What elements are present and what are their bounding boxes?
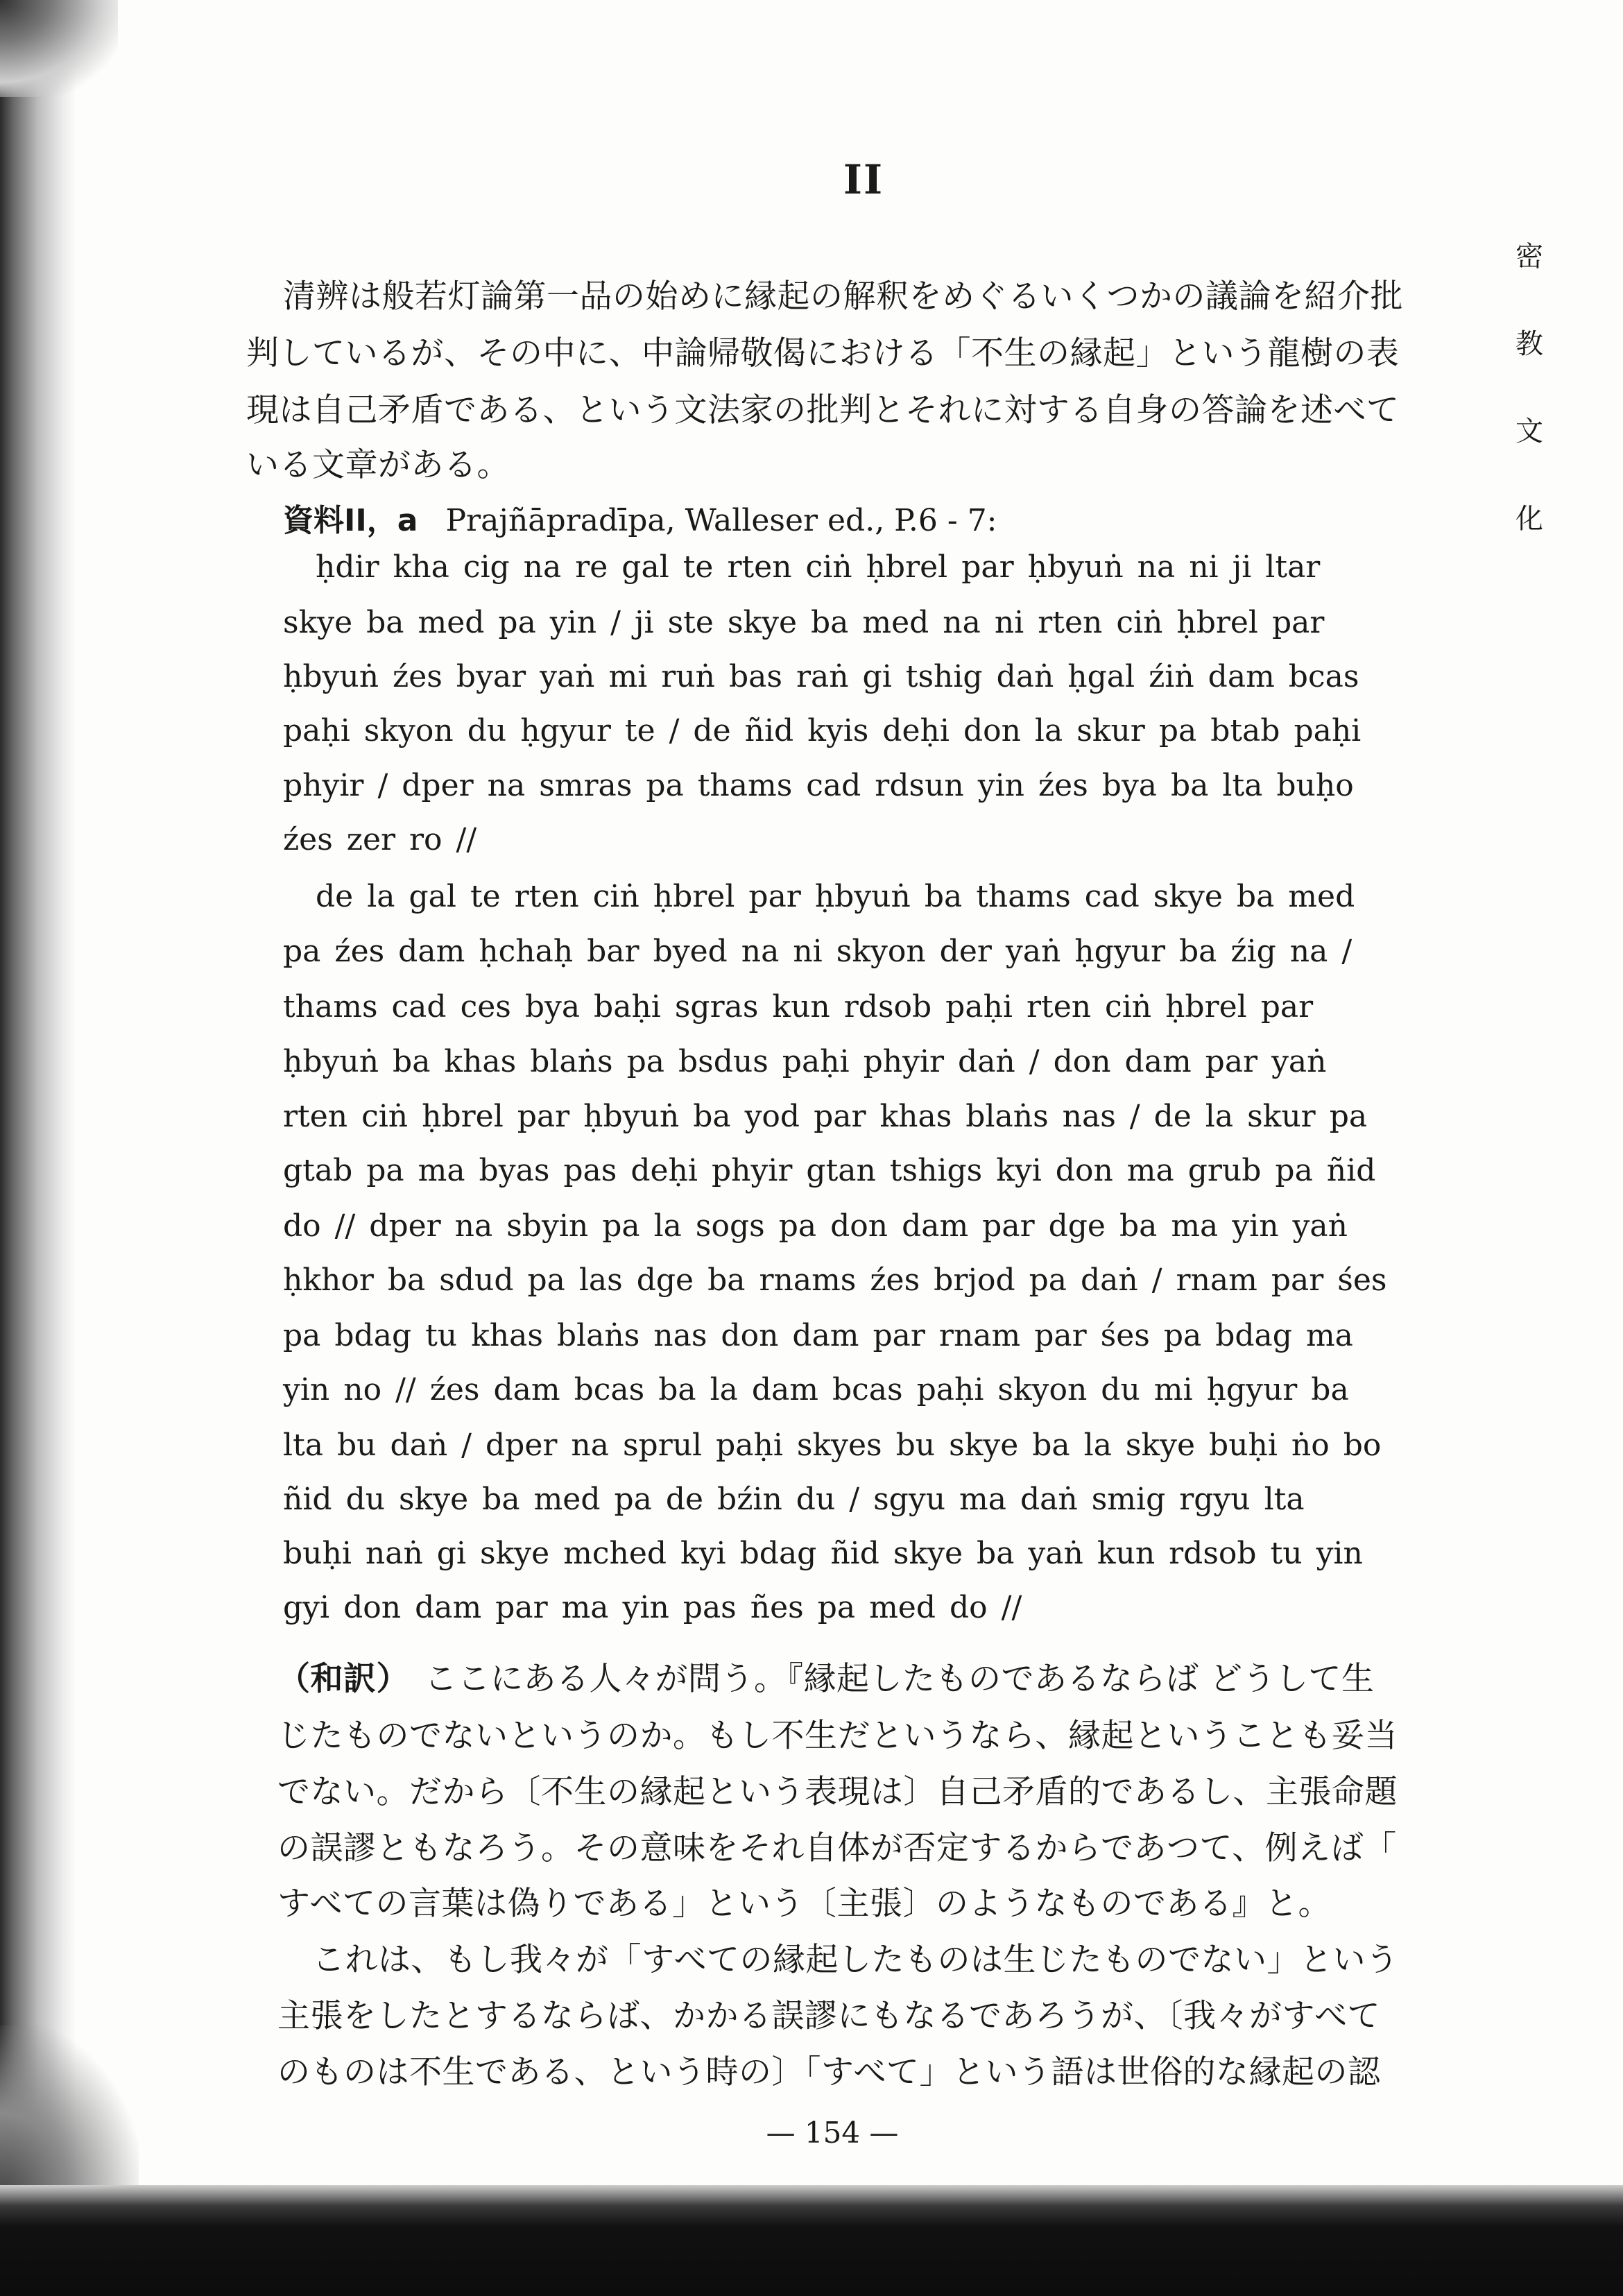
journal-title-vertical [1505, 243, 1554, 592]
tibetan-line: lta bu daṅ / dper na sprul paḥi skyes bu skye ba la skye buḥi ṅo bo [283, 1428, 1382, 1463]
tibetan-line: ḥdir kha cig na re gal te rten ciṅ ḥbrel par ḥbyuṅ na ni ji ltar [316, 549, 1321, 585]
body-line: のものは不生である、という時の〕「すべて」という語は世俗的な縁起の認 [277, 2053, 1381, 2091]
body-line: これは、もし我々が「すべての縁起したものは生じたものでない」という [312, 1941, 1399, 1979]
tibetan-line: ḥbyuṅ ba khas blaṅs pa bsdus paḥi phyir daṅ / don dam par yaṅ [283, 1044, 1327, 1079]
tibetan-line: ḥkhor ba sdud pa las dge ba rnams źes brjod pa daṅ / rnam par śes [283, 1262, 1387, 1298]
intro-line: 現は自己矛盾である、という文法家の批判とそれに対する自身の答論を述べて [246, 391, 1400, 429]
tibetan-line: źes zer ro // [283, 822, 477, 857]
tibetan-line: buḥi naṅ gi skye mched kyi bdag ñid skye ba yaṅ kun rdsob tu yin [283, 1536, 1363, 1571]
tibetan-line: do // dper na sbyin pa la sogs pa don dam par dge ba ma yin yaṅ [283, 1208, 1348, 1244]
tibetan-line: rten ciṅ ḥbrel par ḥbyuṅ ba yod par khas blaṅs nas / de la skur pa [283, 1099, 1368, 1134]
page-number: — 154 — [766, 2116, 899, 2150]
section-numeral: II [843, 156, 884, 203]
tibetan-line: phyir / dper na smras pa thams cad rdsun yin źes bya ba lta buḥo [283, 768, 1354, 803]
translation-label: （和訳） [277, 1660, 409, 1698]
translation-line: すべての言葉は偽りである」という〔主張〕のようなものである』と。 [277, 1885, 1332, 1923]
body-line: 主張をしたとするならば、かかる誤謬にもなるであろうが、〔我々がすべて [277, 1997, 1381, 2035]
binding-shadow [0, 0, 76, 2296]
source-text: Prajñāpradīpa, Walleser ed., P.6 - 7: [445, 503, 997, 538]
journal-title-char: 化 [1515, 503, 1543, 535]
journal-title-char: 密 [1515, 241, 1543, 273]
tibetan-line: ḥbyuṅ źes byar yaṅ mi ruṅ bas raṅ gi tshig daṅ ḥgal źiṅ dam bcas [283, 659, 1359, 694]
tibetan-line: pa źes dam ḥchaḥ bar byed na ni skyon der yaṅ ḥgyur ba źig na / [283, 934, 1352, 969]
tibetan-line: pa bdag tu khas blaṅs nas don dam par rnam par śes pa bdag ma [283, 1318, 1353, 1353]
tibetan-line: skye ba med pa yin / ji ste skye ba med na ni rten ciṅ ḥbrel par [283, 605, 1325, 640]
source-label: 資料II，a [283, 503, 418, 538]
tibetan-line: gtab pa ma byas pas deḥi phyir gtan tshigs kyi don ma grub pa ñid [283, 1153, 1376, 1188]
tibetan-line: ñid du skye ba med pa de bźin du / sgyu ma daṅ smig rgyu lta [283, 1482, 1305, 1517]
scan-corner-shadow-bottom [0, 2025, 139, 2199]
scan-corner-shadow [0, 0, 118, 97]
source-citation [283, 495, 997, 540]
intro-line: 清辨は般若灯論第一品の始めに縁起の解釈をめぐるいくつかの議論を紹介批 [283, 277, 1403, 316]
scan-bottom-edge [0, 2185, 1623, 2296]
intro-line: いる文章がある。 [246, 446, 510, 484]
tibetan-line: gyi don dam par ma yin pas ñes pa med do // [283, 1590, 1022, 1625]
tibetan-line: de la gal te rten ciṅ ḥbrel par ḥbyuṅ ba thams cad skye ba med [316, 879, 1355, 914]
tibetan-line: yin no // źes dam bcas ba la dam bcas paḥi skyon du mi ḥgyur ba [283, 1372, 1349, 1407]
intro-line: 判しているが、その中に、中論帰敬偈における「不生の縁起」という龍樹の表 [246, 334, 1400, 372]
tibetan-line: thams cad ces bya baḥi sgras kun rdsob paḥi rten ciṅ ḥbrel par [283, 989, 1314, 1025]
translation-line: でない。だから〔不生の縁起という表現は〕自己矛盾的であるし、主張命題 [277, 1773, 1398, 1811]
journal-title-char: 文 [1515, 415, 1543, 447]
translation-line: の誤謬ともなろう。その意味をそれ自体が否定するからであつて、例えば「 [277, 1829, 1397, 1867]
translation-first-line [277, 1653, 1374, 1699]
journal-title-char: 教 [1515, 328, 1543, 360]
translation-text: ここにある人々が問う。『縁起したものであるならば どうして生 [424, 1660, 1375, 1698]
tibetan-line: paḥi skyon du ḥgyur te / de ñid kyis deḥi don la skur pa btab paḥi [283, 713, 1362, 748]
translation-line: じたものでないというのか。もし不生だというなら、縁起ということも妥当 [277, 1717, 1398, 1755]
